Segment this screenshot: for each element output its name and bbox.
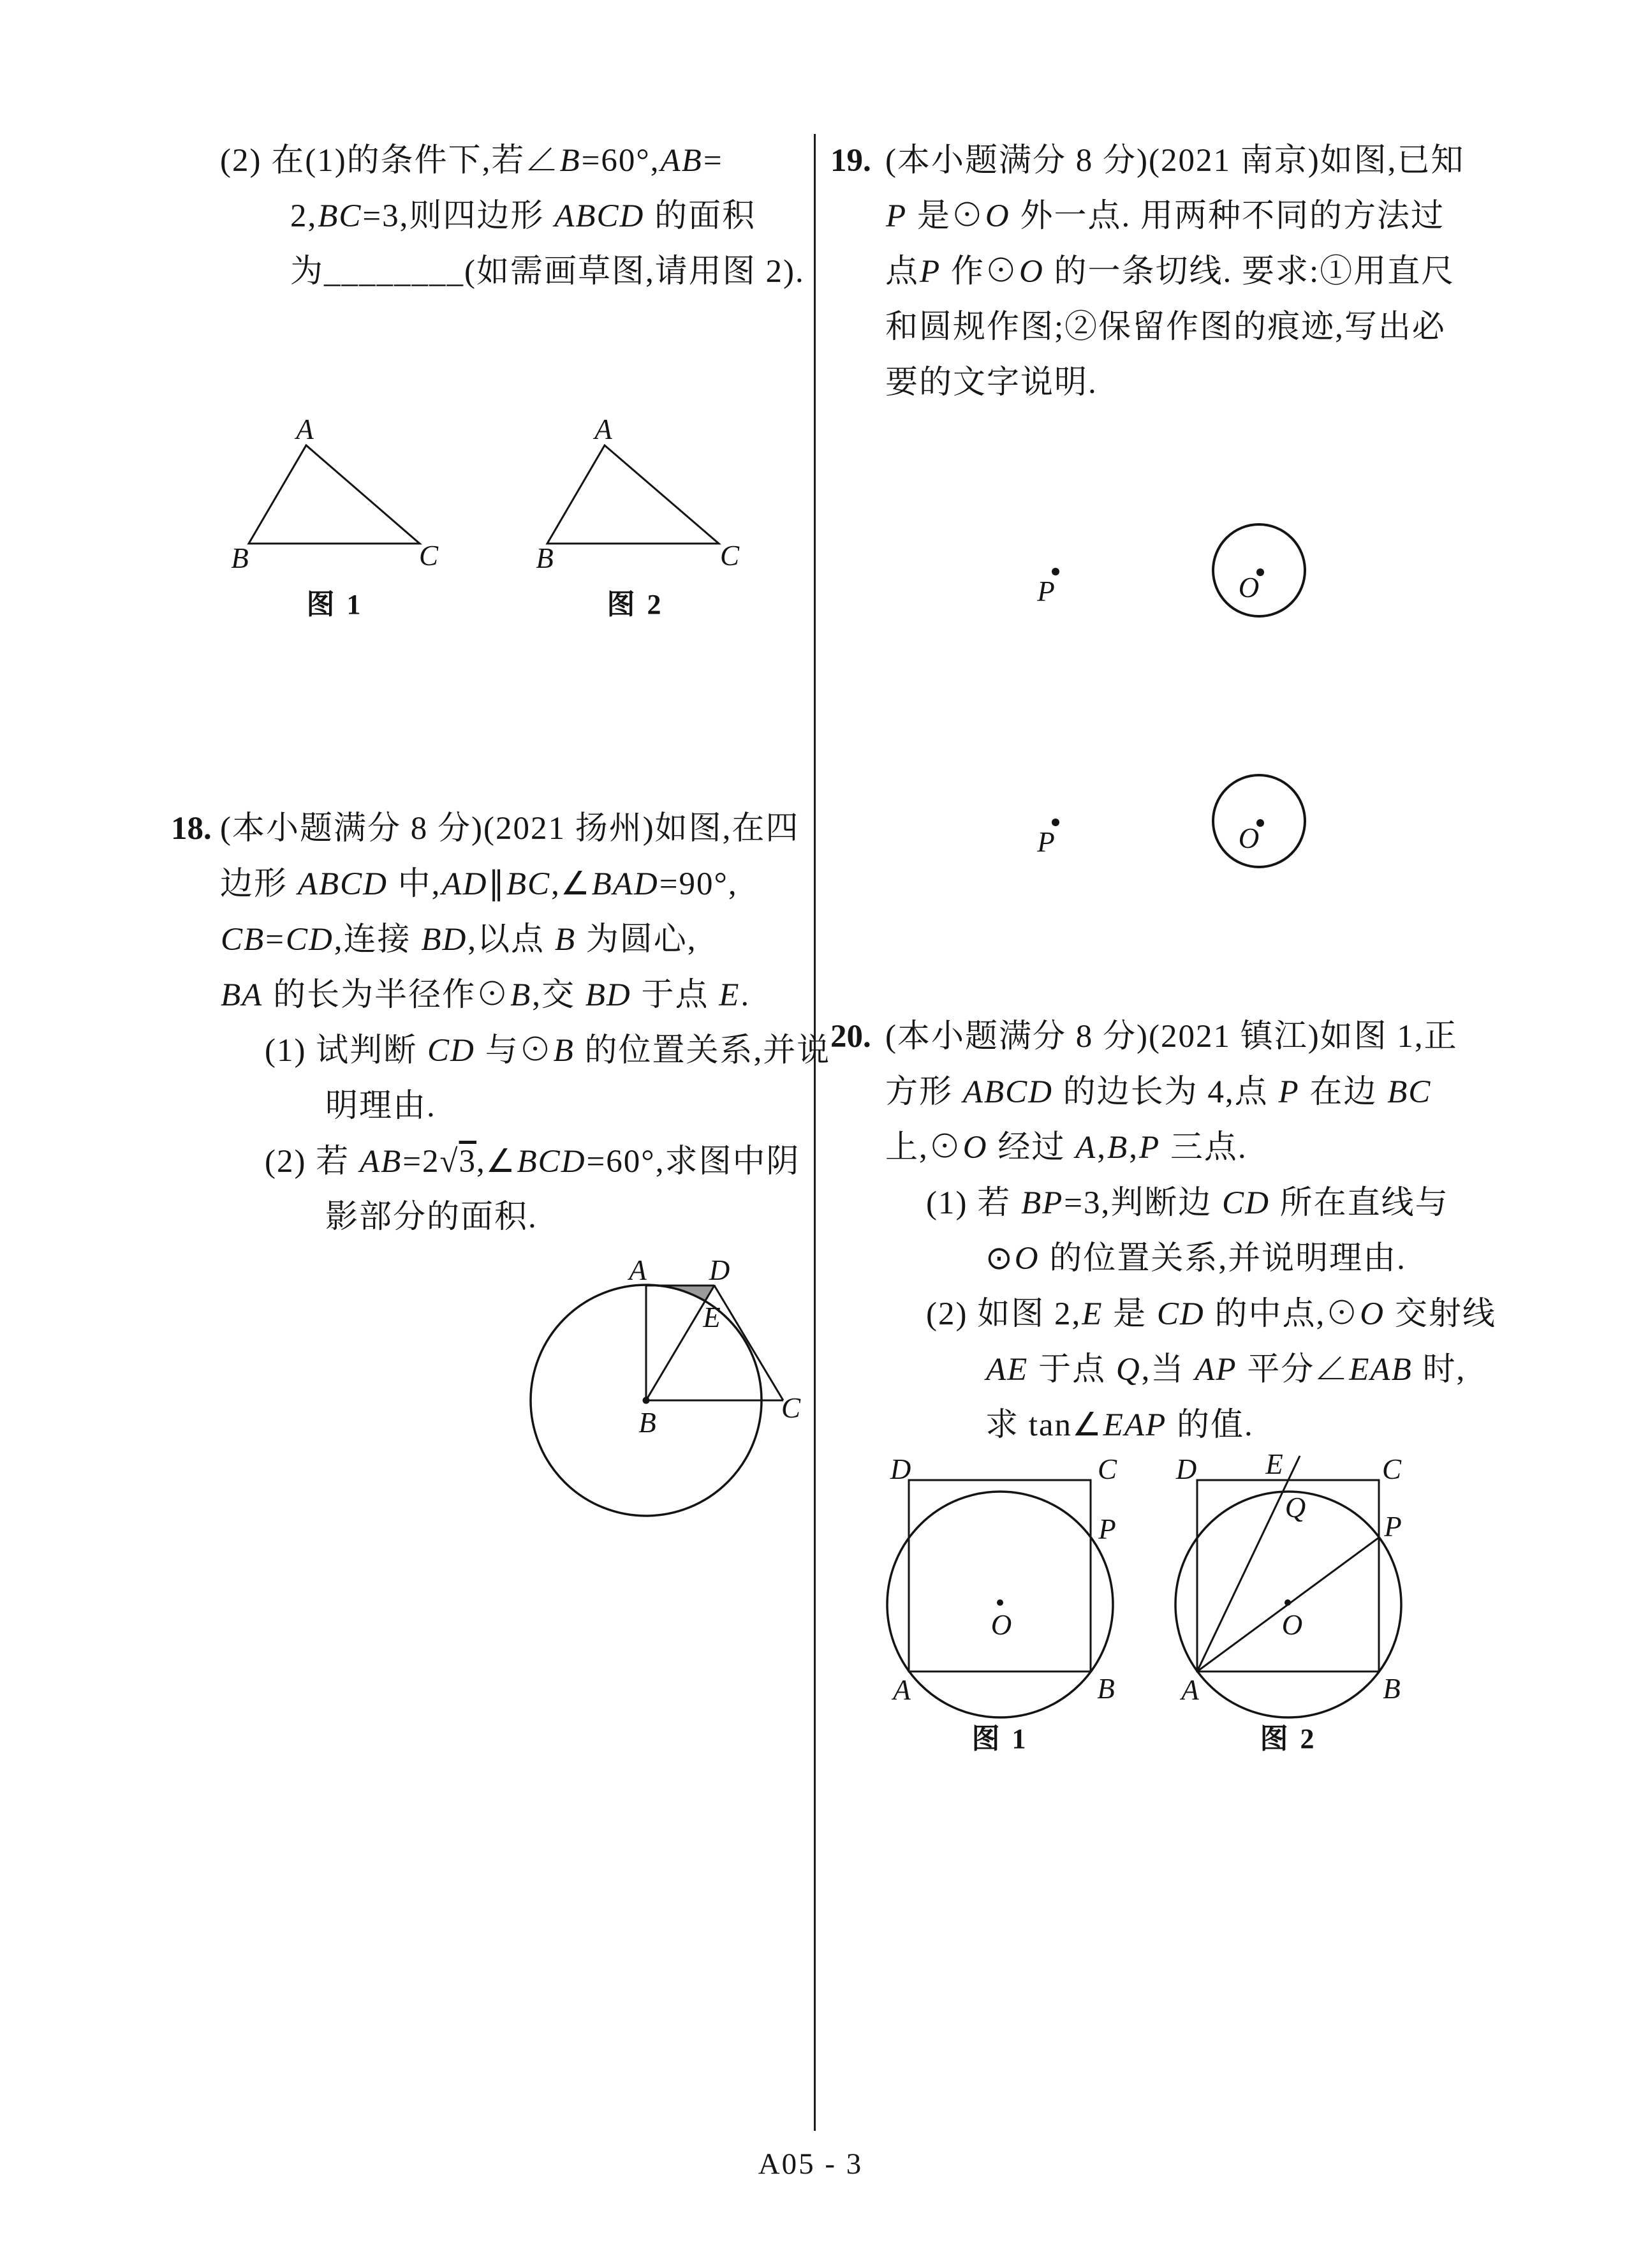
point-label-d: D xyxy=(890,1453,911,1485)
figure-triangle-2 xyxy=(529,408,797,632)
vertex-label-b: B xyxy=(536,542,554,574)
problem20-line: AE 于点 Q,当 AP 平分∠EAB 时, xyxy=(986,1352,1466,1388)
center-label-o: O xyxy=(1238,572,1260,604)
figure-problem20-1 xyxy=(880,1442,1148,1761)
vertex-label-c: C xyxy=(719,540,740,572)
problem17-part2-line: (2) 在(1)的条件下,若∠B=60°,AB= xyxy=(220,143,723,179)
point-label-p: P xyxy=(1098,1513,1116,1545)
problem20-line: ⊙O 的位置关系,并说明理由. xyxy=(985,1241,1406,1277)
problem20-line: 方形 ABCD 的边长为 4,点 P 在边 BC xyxy=(885,1074,1432,1110)
problem20-number: 20. xyxy=(830,1019,871,1055)
point-label-c: C xyxy=(781,1392,801,1424)
figure-caption: 图 2 xyxy=(607,589,664,620)
problem19-line: (本小题满分 8 分)(2021 南京)如图,已知 xyxy=(885,143,1465,179)
column-divider xyxy=(814,134,816,2131)
vertex-label-a: A xyxy=(594,413,612,445)
point-label-a: A xyxy=(893,1674,911,1706)
point-label-e: E xyxy=(1265,1448,1283,1480)
square-abcd xyxy=(909,1480,1091,1671)
point-label-p: P xyxy=(1037,826,1055,858)
point-label-a: A xyxy=(1181,1674,1199,1706)
problem20-line: 求 tan∠EAP 的值. xyxy=(985,1407,1254,1443)
point-label-p: P xyxy=(1037,575,1055,607)
figure-caption: 图 1 xyxy=(971,1723,1029,1754)
point-label-a: A xyxy=(629,1254,647,1286)
triangle-outline xyxy=(547,445,719,544)
problem18-line: (本小题满分 8 分)(2021 扬州)如图,在四 xyxy=(220,811,800,847)
point-p-dot xyxy=(1052,568,1059,575)
figure-problem18 xyxy=(504,1250,823,1531)
problem18-line: 影部分的面积. xyxy=(325,1199,538,1235)
center-label-o: O xyxy=(1281,1609,1303,1641)
problem18-line: CB=CD,连接 BD,以点 B 为圆心, xyxy=(221,922,697,958)
problem19-line: 点P 作⊙O 的一条切线. 要求:①用直尺 xyxy=(885,254,1455,290)
problem18-number: 18. xyxy=(171,811,212,847)
point-label-b: B xyxy=(1383,1673,1401,1705)
center-o-dot xyxy=(1285,1599,1291,1606)
point-label-b: B xyxy=(1097,1673,1115,1705)
point-label-c: C xyxy=(1381,1453,1402,1485)
problem20-line: 上,⊙O 经过 A,B,P 三点. xyxy=(885,1130,1248,1166)
center-o-dot xyxy=(997,1599,1003,1606)
figure-problem19-top xyxy=(1008,504,1339,644)
page-number: A05 - 3 xyxy=(758,2147,864,2181)
point-label-b: B xyxy=(638,1407,656,1439)
problem18-line: 边形 ABCD 中,AD∥BC,∠BAD=90°, xyxy=(220,866,738,902)
problem19-line: 和圆规作图;②保留作图的痕迹,写出必 xyxy=(885,309,1446,345)
center-label-o: O xyxy=(990,1609,1012,1641)
segment-dc xyxy=(714,1286,783,1400)
problem18-line: BA 的长为半径作⊙B,交 BD 于点 E. xyxy=(221,977,751,1013)
problem19-number: 19. xyxy=(830,143,871,179)
problem20-line: (1) 若 BP=3,判断边 CD 所在直线与 xyxy=(926,1185,1449,1221)
point-label-d: D xyxy=(709,1254,730,1286)
vertex-label-c: C xyxy=(418,540,439,572)
point-label-e: E xyxy=(703,1301,721,1333)
point-label-q: Q xyxy=(1285,1492,1306,1523)
problem20-line: (本小题满分 8 分)(2021 镇江)如图 1,正 xyxy=(885,1019,1458,1055)
center-point-b xyxy=(643,1397,650,1404)
problem18-line: (1) 试判断 CD 与⊙B 的位置关系,并说 xyxy=(265,1033,831,1069)
problem18-line: (2) 若 AB=2√3,∠BCD=60°,求图中阴 xyxy=(265,1144,800,1180)
vertex-label-a: A xyxy=(296,413,314,445)
figure-triangle-1 xyxy=(204,408,472,632)
problem19-line: P 是⊙O 外一点. 用两种不同的方法过 xyxy=(886,198,1445,234)
figure-problem19-bottom xyxy=(1008,755,1339,895)
vertex-label-b: B xyxy=(231,542,249,574)
shaded-region xyxy=(646,1286,714,1301)
problem20-line: (2) 如图 2,E 是 CD 的中点,⊙O 交射线 xyxy=(926,1296,1496,1332)
problem17-part2-line: 为________(如需画草图,请用图 2). xyxy=(290,254,805,290)
figure-problem20-2 xyxy=(1167,1442,1435,1761)
problem17-part2-line: 2,BC=3,则四边形 ABCD 的面积 xyxy=(290,198,756,234)
triangle-outline xyxy=(249,445,420,544)
point-label-c: C xyxy=(1097,1453,1117,1485)
figure-caption: 图 1 xyxy=(306,589,364,620)
point-label-d: D xyxy=(1175,1453,1197,1485)
center-label-o: O xyxy=(1238,822,1260,854)
problem18-line: 明理由. xyxy=(325,1088,436,1124)
problem19-line: 要的文字说明. xyxy=(885,365,1098,401)
figure-caption: 图 2 xyxy=(1260,1723,1317,1754)
point-label-p: P xyxy=(1384,1511,1402,1543)
point-p-dot xyxy=(1052,819,1059,826)
